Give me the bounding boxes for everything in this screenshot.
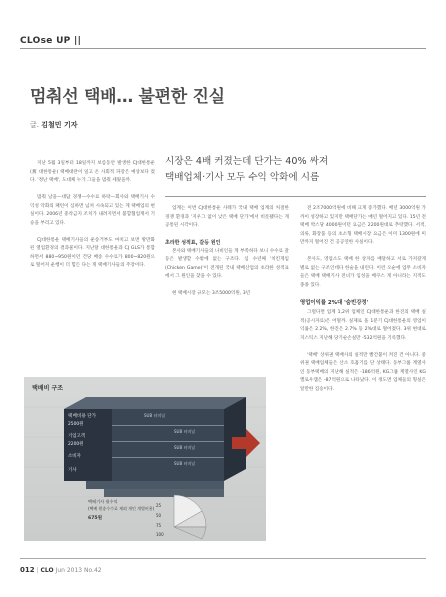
- footer-separator: |: [36, 567, 39, 574]
- col2-subheading: 초라한 성적표, 갈등 원인: [165, 240, 221, 246]
- col3-paragraph-4: '택배' 상위권 택배사의 실적만 빨간불이 켜진 건 아니다. 중위권 택배업체들은 산소 호흡기를 단 상태다. 동부그룹 계열사인 동부택배의 지난해 실적은 -186억원, KG그룹 계열사인 KG옐로우캡은 -87억원으로 나타났다. 이 정도면 업체들의 형실은 알만한 짐승이다.: [300, 352, 426, 392]
- right-label-3: SUB 터미널: [174, 445, 196, 450]
- box-steps: [86, 481, 224, 497]
- layer-base-value: 2200원: [68, 442, 84, 447]
- right-label-4: SUB 터미널: [174, 461, 196, 466]
- footer-divider: [20, 558, 426, 559]
- layer-base-label: 기업고객: [68, 434, 85, 439]
- axis-tick-50: 50: [156, 513, 162, 518]
- axis-tick-25: 25: [156, 503, 162, 508]
- col2-paragraph-1: 업계는 이번 CJ대한통운 사태가 국내 택배 업계의 처절한 경쟁 환경과 '지우그 없이 낮은 택배 단가'에서 비롯됐다는 게 공통된 시각이다.: [165, 206, 289, 228]
- column-3: [300, 205, 426, 403]
- column-1: [30, 160, 155, 279]
- axis-tick-100: 100: [156, 532, 164, 537]
- col3-paragraph-1: 전 2조7000억원에 비해 크게 증가했다. 배년 3000억원 가까이 성장하고 있지만 택배단가는 매년 떨어지고 있다. 15년 전 택배 박스당 4000원이던 요금은 2200원대로 추락했다. 서적, 의류, 화장품 등의 초소형 택배시장 요금은 이미 1300원에 미만까지 떨어진 건 공공연한 사실이다.: [300, 206, 426, 245]
- col3-subheading: 영업이익률 2%대 '숨빈강정': [300, 299, 369, 306]
- section-tag: CLOse UP ||: [20, 36, 82, 46]
- box-total-value: 2500원: [68, 422, 84, 427]
- right-label-2: SUB 터미널: [174, 429, 196, 434]
- bottom-note-1: 택배기사 월수익: [88, 499, 118, 504]
- box-block: [64, 397, 246, 481]
- layer-top-label: 기사: [68, 468, 77, 473]
- article-headline: 멈춰선 택배… 불편한 진실: [30, 87, 225, 107]
- pie-wedge: [174, 495, 206, 539]
- page-number: 012: [20, 566, 35, 574]
- cost-structure-figure: [24, 377, 266, 541]
- pull-quote-line-1: 시장은 4배 커졌는데 단가는 40% 싸져: [165, 156, 329, 167]
- box-total-label: 택배비용 단가: [68, 414, 97, 419]
- column-2: [165, 205, 289, 307]
- cost-structure-illustration: [24, 377, 266, 541]
- pull-quote-divider: [165, 196, 426, 197]
- col1-paragraph-1: 지난 5월 3일부터 18일까지 보름동안 발생한 CJ대한통운(舊 대한통운) 택배대란이 일고 온 사회적 파장은 예상보다 컸다. '정난 택배', 도대체 누가 그들을 멈춰 세웠을까.: [30, 161, 155, 183]
- pull-quote: [165, 154, 425, 186]
- col2-paragraph-2: 본사와 택배기사들의 나비인들 게 부족하다 보니 수수료 갈등은 발생할 수밖에 없는 구조다. 심 수년째 '치킨게임(Chicken Game)'이 전개된 국내 택배산업의 초라한 성적표에서 그 원인을 찾을 수 있다.: [165, 248, 289, 279]
- bottom-note-2: (택배 원송수수료 제외 개인 개별비용): [88, 506, 155, 511]
- col1-paragraph-3: CJ대한통운 택배기사들의 운송거부도 마치고 보면 방만화된 열업환경의 결과물이다. 지난달 대한통운과 CJ GLS가 통합하면서 880~950원이던 건당 배송 수수료가 800~820원으로 떨어져 운행이 더 힘든 다는 게 택배기사들의 주장이다.: [30, 237, 155, 268]
- issue-date: Jun 2013 No.42: [55, 567, 102, 574]
- bottom-note-value: 675원: [88, 516, 103, 521]
- top-divider: [20, 48, 426, 49]
- col3-paragraph-3: 그럴다면 업계 1,2위 업체인 CJ대한통운과 한진의 택배 실적(공시자료)은 어떨까. 실제로 올 1분기 CJ대한통운의 영업이익률은 2.2%, 한진은 2.7% 등 2%대로 떨어졌다. 3위 현대로지스틱스 지난해 당기순손실만 -532억원을 기록했다.: [300, 310, 426, 341]
- col2-paragraph-3: 현 택배시장 규모는 3조5000억원, 3년: [172, 291, 251, 296]
- axis-tick-75: 75: [156, 523, 162, 528]
- magazine-brand: CLO: [40, 567, 54, 574]
- byline: [30, 120, 77, 130]
- layer-mid-label: 소비자: [68, 454, 81, 459]
- col3-paragraph-2: 본사도, 영업소도 택배 한 상자를 배달하고 서로 가져갈게 별로 없는 구조인데다 한술을 내린다. 이런 오순에 업무 소비자들은 택배 택배기사 전녀가 임성을 배쿠스 게 아니라는 지적도 종종 있다.: [300, 257, 426, 288]
- col1-paragraph-2: 멈춰 날을—대담 경쟁—수수료 하락—회사와 택배기사 수익성 악화의 패턴이 심하면 넘쳐 시속되고 있는 게 택배업의 현실이다. 2006년 중착금지 조치가 내려지면서 불합협업계서 기승을 부리고 있다.: [30, 195, 155, 226]
- pull-quote-line-2: 택배업체·기사 모두 수익 악화에 시름: [165, 172, 320, 183]
- right-label-1: SUB 터미널: [144, 413, 166, 418]
- page-footer: [20, 566, 102, 574]
- byline-prefix: 글.: [30, 121, 39, 129]
- byline-author: 김철민 기자: [41, 121, 78, 129]
- figure-title: 택배비 구조: [32, 385, 64, 392]
